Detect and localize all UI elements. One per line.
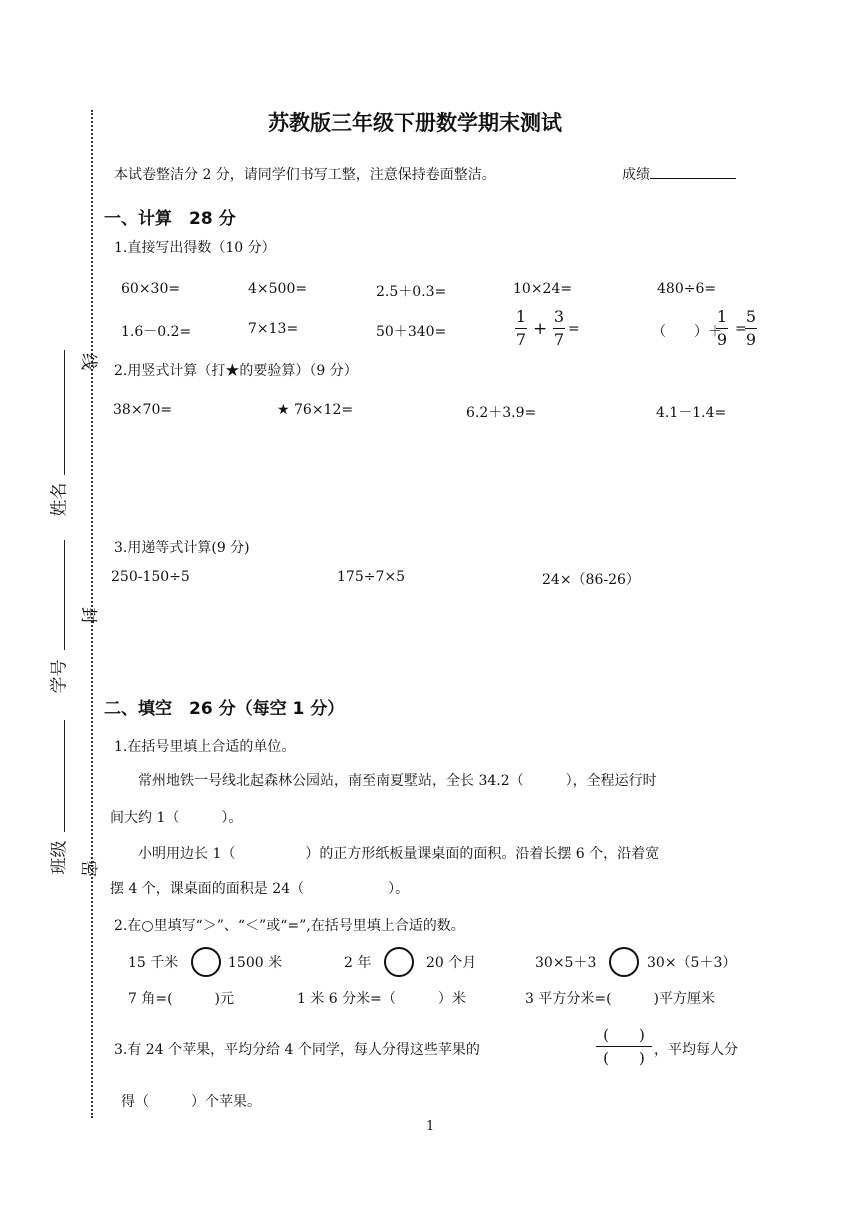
calc-item: 2.5＋0.3= xyxy=(376,284,447,300)
class-label: 班级 xyxy=(49,840,70,875)
binding-mark-feng: 封 xyxy=(78,607,98,624)
fill-q1-para1-line2: 间大约 1（ ）。 xyxy=(110,810,243,826)
calc-item: 50＋340= xyxy=(376,324,447,340)
compare-left: 15 千米 xyxy=(128,955,179,971)
calc-item: 480÷6= xyxy=(657,281,717,297)
compare-circle[interactable] xyxy=(384,947,414,977)
fill-q3-line2: 得（ ）个苹果。 xyxy=(121,1094,261,1110)
unit-convert-item: 3 平方分米=( )平方厘米 xyxy=(525,991,716,1007)
page-number: 1 xyxy=(426,1119,435,1134)
compare-circle[interactable] xyxy=(609,947,639,977)
compare-right: 30×（5＋3） xyxy=(647,955,737,971)
fraction-1-9: 1 9 xyxy=(716,307,728,349)
section2-heading: 二、填空 26 分（每空 1 分） xyxy=(104,699,345,719)
compare-left: 2 年 xyxy=(344,955,372,971)
compare-right: 1500 米 xyxy=(228,955,283,971)
name-label: 姓名 xyxy=(49,482,70,517)
fill-q3-line1b: ，平均每人分 xyxy=(654,1042,738,1058)
section1-heading: 一、计算 28 分 xyxy=(104,209,236,229)
number-label: 学号 xyxy=(49,659,70,694)
class-line xyxy=(64,720,65,832)
score-label xyxy=(622,164,736,184)
vertical-calc-item: 4.1－1.4= xyxy=(656,405,727,421)
binding-mark-mi: 密 xyxy=(78,860,98,877)
name-line xyxy=(64,350,65,475)
calc-item: 7×13= xyxy=(248,321,299,337)
calc-item: 10×24= xyxy=(513,281,573,297)
stepwise-calc-item: 250-150÷5 xyxy=(111,569,190,585)
score-blank[interactable] xyxy=(650,164,736,179)
fill-q1-para2-line1: 小明用边长 1（ ）的正方形纸板量课桌面的面积。沿着长摆 6 个，沿着宽 xyxy=(138,846,660,862)
unit-convert-item: 7 角=( )元 xyxy=(128,991,235,1007)
fill-q3-line1a: 3.有 24 个苹果，平均分给 4 个同学，每人分得这些苹果的 xyxy=(114,1042,480,1058)
binding-mark-xian: 线 xyxy=(78,353,98,370)
stepwise-calc-item: 24×（86-26） xyxy=(542,572,640,588)
fill-q3-fraction: ( ) ( ) xyxy=(596,1026,652,1067)
compare-right: 20 个月 xyxy=(426,955,477,971)
vertical-calc-item-star: ★ 76×12= xyxy=(277,402,354,418)
vertical-calc-item: 6.2＋3.9= xyxy=(466,405,537,421)
fill-q1-label: 1.在括号里填上合适的单位。 xyxy=(114,739,296,755)
compare-circle[interactable] xyxy=(191,947,221,977)
score-label-text: 成绩 xyxy=(622,167,650,183)
fill-q1-para1-line1: 常州地铁一号线北起森林公园站，南至南夏墅站，全长 34.2（ ），全程运行时 xyxy=(138,773,657,789)
paren-plus: （ ）＋ xyxy=(652,324,722,340)
q2-label: 2.用竖式计算（打★的要验算）（9 分） xyxy=(114,363,358,379)
stepwise-calc-item: 175÷7×5 xyxy=(337,569,405,585)
fill-q2-label: 2.在○里填写“＞”、“＜”或“=”,在括号里填上合适的数。 xyxy=(114,918,465,934)
unit-convert-item: 1 米 6 分米=（ ）米 xyxy=(297,991,466,1007)
instruction-text: 本试卷整洁分 2 分，请同学们书写工整，注意保持卷面整洁。 xyxy=(114,167,496,183)
number-line xyxy=(64,540,65,650)
fraction-1-7: 1 7 xyxy=(515,307,527,349)
fill-q1-para2-line2: 摆 4 个，课桌面的面积是 24（ ）。 xyxy=(110,881,410,897)
equals-sign: = xyxy=(568,321,580,337)
q3-label: 3.用递等式计算(9 分) xyxy=(114,540,250,556)
page-title: 苏教版三年级下册数学期末测试 xyxy=(268,111,562,135)
calc-item: 60×30= xyxy=(121,281,181,297)
equals-sign: = xyxy=(735,321,747,337)
fraction-3-7: 3 7 xyxy=(553,307,565,349)
vertical-calc-item: 38×70= xyxy=(113,402,173,418)
q1-label: 1.直接写出得数（10 分） xyxy=(114,240,276,256)
calc-item: 4×500= xyxy=(248,281,308,297)
calc-item: 1.6－0.2= xyxy=(121,324,192,340)
compare-left: 30×5＋3 xyxy=(535,955,597,971)
fraction-5-9: 5 9 xyxy=(745,307,757,349)
plus-sign: + xyxy=(533,319,548,339)
